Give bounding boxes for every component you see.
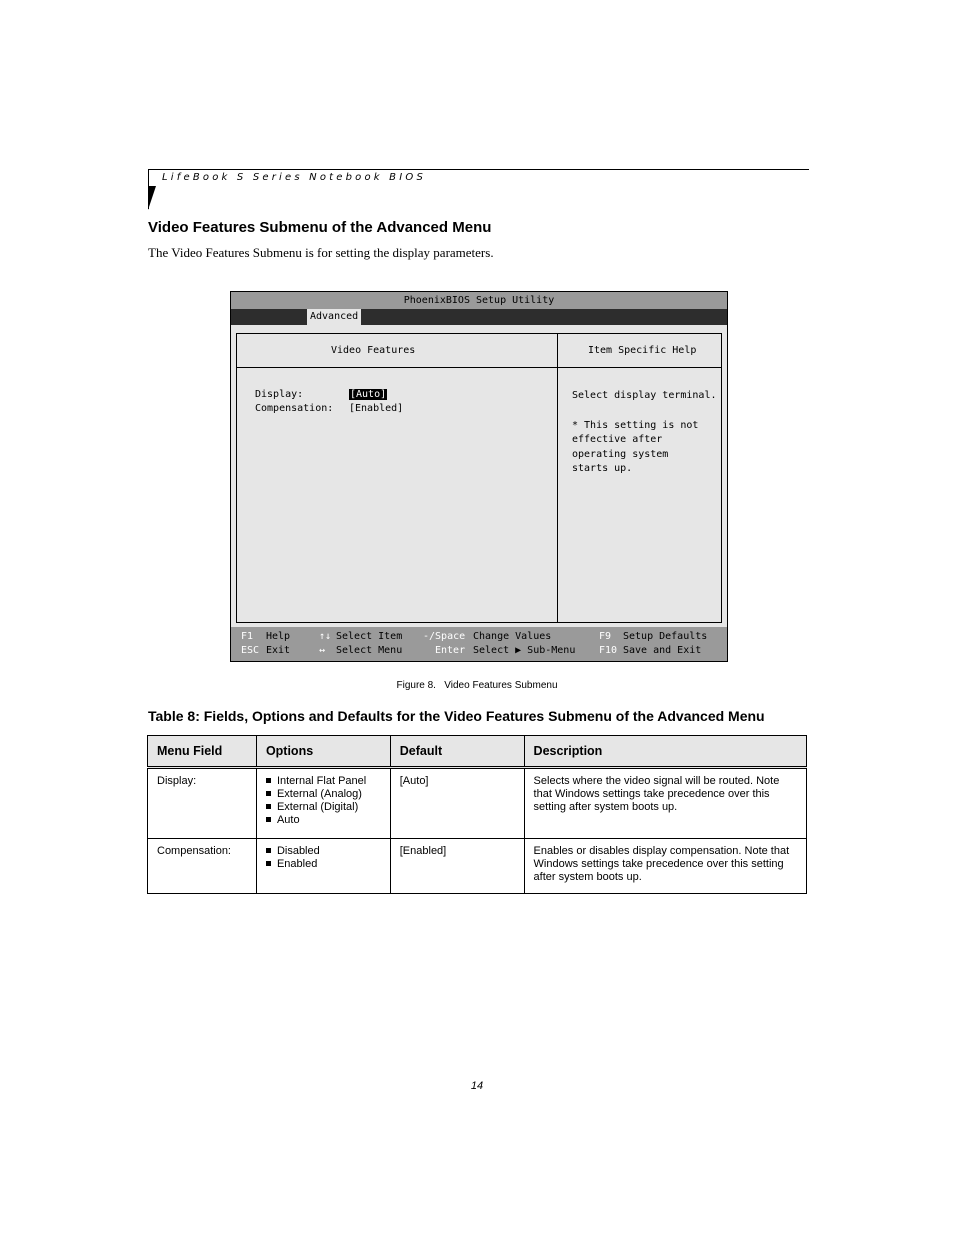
right-pane-title: Item Specific Help: [588, 345, 697, 356]
pane-divider: [557, 334, 558, 622]
key-updown-icon: ↑↓: [319, 631, 332, 642]
intro-paragraph: The Video Features Submenu is for setting the display parameters.: [148, 245, 494, 260]
cell-field: Compensation:: [148, 839, 257, 894]
key-change: -/Space: [423, 631, 466, 642]
fields-table: [147, 735, 807, 894]
help-line: operating system: [572, 449, 669, 460]
cell-description: Selects where the video signal will be routed. Note that Windows settings take precedence over this setting after system boots up.: [524, 768, 806, 839]
header-menu-field: Menu Field: [148, 736, 257, 768]
key-f10-label: Save and Exit: [623, 645, 702, 656]
help-line: Select display terminal.: [572, 390, 717, 401]
field-compensation-label: Compensation:: [255, 403, 334, 414]
header-options: Options: [256, 736, 390, 768]
field-display-value[interactable]: [349, 388, 387, 402]
pane-title-rule: [237, 367, 721, 368]
bios-title: PhoenixBIOS Setup Utility: [231, 292, 727, 309]
cell-description: Enables or disables display compensation. Note that Windows settings take precedence over this setting after system boots up.: [524, 839, 806, 894]
selected-value[interactable]: [Auto]: [350, 389, 387, 400]
header-rule: [148, 169, 809, 170]
bios-footer: [231, 627, 727, 661]
key-f9: F9: [599, 631, 612, 642]
options-list: [266, 775, 381, 827]
help-line: starts up.: [572, 463, 633, 474]
running-header: LifeBook S Series Notebook BIOS: [162, 172, 426, 183]
cell-options: [256, 768, 390, 839]
section-title: Video Features Submenu of the Advanced Menu: [148, 219, 492, 236]
option-item: External (Analog): [266, 788, 381, 801]
bios-screenshot: [230, 291, 728, 662]
key-change-label: Change Values: [473, 631, 552, 642]
cell-default: [Auto]: [390, 768, 524, 839]
header-marker: [148, 186, 156, 210]
option-item: External (Digital): [266, 801, 381, 814]
option-item: Auto: [266, 814, 381, 827]
tab-advanced[interactable]: Advanced: [307, 309, 361, 325]
options-list: [266, 845, 381, 871]
key-leftright-label: Select Menu: [336, 645, 403, 656]
table-title: Table 8: Fields, Options and Defaults for the Video Features Submenu of the Advanced Menu: [148, 708, 765, 724]
cell-options: [256, 839, 390, 894]
key-esc-label: Exit: [266, 645, 291, 656]
help-line: * This setting is not: [572, 420, 699, 431]
table-row: [148, 768, 807, 839]
left-pane-title: Video Features: [331, 345, 416, 356]
option-item: Disabled: [266, 845, 381, 858]
key-updown-label: Select Item: [336, 631, 403, 642]
key-leftright-icon: ↔: [319, 645, 326, 656]
key-enter: Enter: [435, 645, 466, 656]
bios-menubar: [231, 309, 727, 325]
table-row: [148, 839, 807, 894]
header-default: Default: [390, 736, 524, 768]
help-line: effective after: [572, 434, 663, 445]
field-compensation-value[interactable]: [Enabled]: [349, 403, 404, 414]
page-number: 14: [470, 1080, 484, 1092]
key-f10: F10: [599, 645, 618, 656]
figure-caption: Figure 8. Video Features Submenu: [396, 680, 558, 691]
option-item: Enabled: [266, 858, 381, 871]
cell-default: [Enabled]: [390, 839, 524, 894]
option-item: Internal Flat Panel: [266, 775, 381, 788]
field-display-label: Display:: [255, 389, 304, 400]
table-header-row: [148, 736, 807, 768]
key-esc: ESC: [241, 645, 260, 656]
bios-content-box: [236, 333, 722, 623]
key-f1-label: Help: [266, 631, 291, 642]
key-f1: F1: [241, 631, 254, 642]
header-description: Description: [524, 736, 806, 768]
key-enter-label: Select ▶ Sub-Menu: [473, 645, 576, 656]
cell-field: Display:: [148, 768, 257, 839]
key-f9-label: Setup Defaults: [623, 631, 708, 642]
